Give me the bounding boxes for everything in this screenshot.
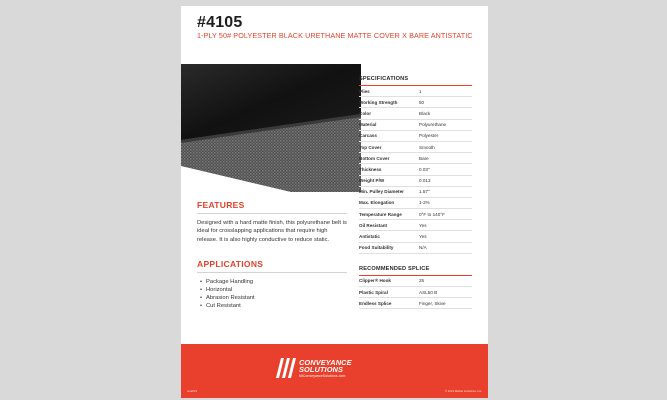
spec-label: Bottom Cover	[359, 155, 390, 161]
application-item	[197, 286, 347, 294]
spec-value: 0°F to 140°F	[419, 211, 445, 217]
spec-row	[359, 287, 472, 298]
logo-line-1: CONVEYANCE	[299, 358, 352, 367]
applications-heading: APPLICATIONS	[197, 259, 347, 273]
spec-label: Temperature Range	[359, 211, 402, 217]
application-text: Cut Resistant	[206, 303, 241, 309]
sheet-header	[197, 14, 476, 40]
mi-logo-icon	[273, 357, 297, 379]
spec-label: Working Strength	[359, 99, 398, 105]
spec-label: Food Suitability	[359, 245, 394, 251]
splice-heading: RECOMMENDED SPLICE	[359, 266, 472, 276]
website-url: MIConveyanceSolutions.com	[299, 374, 346, 378]
spec-row	[359, 131, 472, 142]
spec-value: Smooth	[419, 144, 435, 150]
bullet: •	[200, 287, 203, 293]
spec-value: 1-2%	[419, 200, 430, 206]
spec-value: Yes	[419, 222, 427, 228]
spec-row	[359, 231, 472, 242]
spec-label: Thickness	[359, 166, 382, 172]
spec-label: Min. Pulley Diameter	[359, 189, 404, 195]
product-number: #4105	[197, 14, 243, 31]
spec-value: 25	[419, 278, 425, 284]
spec-label: Plies	[359, 88, 370, 94]
spec-value: 1.57"	[419, 189, 430, 195]
bullet: •	[200, 295, 203, 301]
spec-label: Antistatic	[359, 234, 380, 240]
application-text: Abrasion Resistant	[206, 295, 255, 301]
spec-label: Plastic Spiral	[359, 289, 388, 295]
spec-value: 50	[419, 99, 425, 105]
features-section	[197, 200, 347, 244]
revision-note: rev2023	[187, 389, 198, 393]
spec-row	[359, 97, 472, 108]
application-text: Package Handling	[206, 279, 254, 285]
application-item	[197, 278, 347, 286]
spec-row	[359, 220, 472, 231]
spec-value: ASL50 B	[419, 289, 438, 295]
footer-band	[181, 344, 488, 398]
conveyance-solutions-logo	[273, 356, 397, 382]
spec-value: Yes	[419, 234, 427, 240]
logo-line-2: SOLUTIONS	[299, 365, 344, 374]
bullet: •	[200, 303, 203, 309]
spec-value: Polyurethane	[419, 122, 447, 128]
bullet: •	[200, 279, 203, 285]
applications-section	[197, 259, 347, 310]
spec-label: Max. Elongation	[359, 200, 395, 206]
product-data-sheet	[181, 6, 488, 398]
spec-label: Endless Splice	[359, 300, 392, 306]
copyright-note: © 2023 Mellott Industries, Inc.	[444, 389, 482, 393]
spec-label: Material	[359, 122, 377, 128]
application-item	[197, 302, 347, 310]
features-text: Designed with a hard matte finish, this polyurethane belt is ideal for crosslapping applications that require high release. It is also highly conductive to reduce static.	[197, 220, 347, 243]
spec-value: Bare	[419, 155, 429, 161]
application-item	[197, 294, 347, 302]
product-title: 1-PLY 50# POLYESTER BLACK URETHANE MATTE COVER X BARE ANTISTATIC	[197, 31, 473, 40]
specifications-table	[359, 76, 472, 309]
spec-label: Oil Resistant	[359, 222, 388, 228]
spec-value: Finger, Skive	[419, 300, 446, 306]
spec-row	[359, 164, 472, 175]
spec-row	[359, 243, 472, 254]
spec-value: 0.013	[419, 178, 431, 184]
spec-label: Color	[359, 110, 371, 116]
spec-row	[359, 142, 472, 153]
features-heading: FEATURES	[197, 200, 347, 214]
belt-product-image	[181, 62, 361, 192]
spec-row	[359, 187, 472, 198]
spec-row	[359, 176, 472, 187]
spec-value: 1	[419, 88, 422, 94]
spec-row	[359, 209, 472, 220]
spec-label: Clipper® Hook	[359, 278, 391, 284]
spec-value: 0.03"	[419, 166, 430, 172]
spec-row	[359, 198, 472, 209]
spec-value: Polyester	[419, 133, 439, 139]
specifications-heading: SPECIFICATIONS	[359, 76, 472, 86]
spec-row	[359, 276, 472, 287]
application-text: Horizontal	[206, 287, 233, 293]
spec-value: Black	[419, 110, 431, 116]
spec-value: N/A	[419, 245, 427, 251]
spec-label: Top Cover	[359, 144, 382, 150]
spec-row	[359, 298, 472, 309]
spec-row	[359, 153, 472, 164]
spec-label: Weight P/W	[359, 178, 385, 184]
spec-row	[359, 120, 472, 131]
spec-row	[359, 108, 472, 119]
applications-list	[197, 278, 347, 310]
spec-row	[359, 86, 472, 97]
spec-label: Carcass	[359, 133, 377, 139]
